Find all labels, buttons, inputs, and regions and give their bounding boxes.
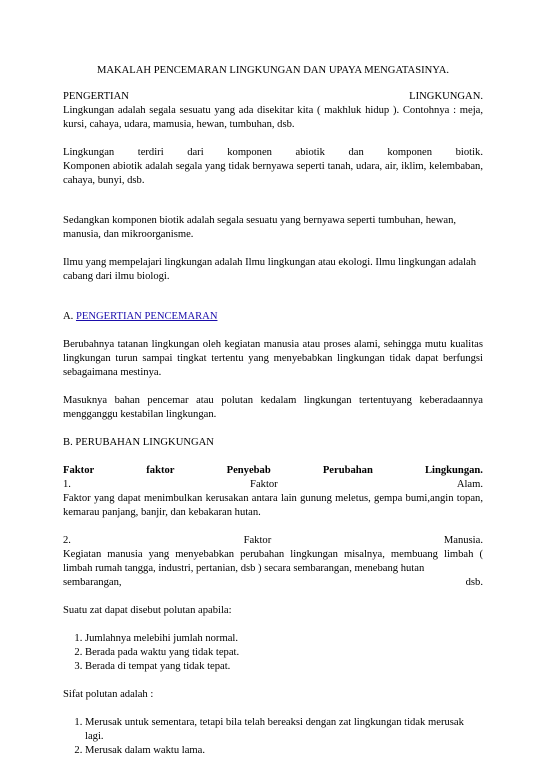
faktor-manusia-label: Manusia. bbox=[443, 535, 483, 546]
document-body bbox=[63, 64, 483, 758]
faktor-alam-text: Faktor yang dapat menimbulkan kerusakan antara lain gunung meletus, gempa bumi,angin topan, kemarau panjang, banjir, dan kebakaran hutan. bbox=[63, 493, 483, 518]
faktor-alam-word: Faktor bbox=[250, 479, 278, 490]
faktor-word: Perubahan bbox=[322, 465, 373, 476]
komponen-word: biotik. bbox=[455, 147, 483, 158]
polutan-list bbox=[63, 632, 483, 674]
faktor-manusia-last-line bbox=[63, 576, 483, 590]
faktor-word: Lingkungan. bbox=[424, 465, 483, 476]
faktor-word: faktor bbox=[146, 465, 175, 476]
faktor-alam-number: 1. bbox=[63, 479, 71, 490]
faktor-manusia-text: Kegiatan manusia yang menyebabkan perubahan lingkungan misalnya, membuang limbah ( limbah rumah tangga, industri, pertanian, dsb ) secara sembarangan, menebang hutan bbox=[63, 549, 483, 574]
faktor-manusia-last-word: sembarangan, bbox=[63, 577, 122, 588]
faktor-heading bbox=[63, 464, 483, 478]
faktor-manusia-number: 2. bbox=[63, 535, 71, 546]
komponen-word: komponen bbox=[387, 147, 433, 158]
faktor-manusia-last-word: dsb. bbox=[465, 577, 483, 588]
faktor-alam-label: Alam. bbox=[456, 479, 483, 490]
section-a-prefix: A. bbox=[63, 311, 74, 322]
list-item: 1. Merusak untuk sementara, tetapi bila telah bereaksi dengan zat lingkungan tidak merusak lagi. bbox=[85, 716, 483, 744]
section-b-heading: B. PERUBAHAN LINGKUNGAN bbox=[63, 437, 214, 448]
komponen-word: dan bbox=[348, 147, 364, 158]
komponen-word: komponen bbox=[227, 147, 272, 158]
pengertian-pencemaran-link[interactable]: PENGERTIAN PENCEMARAN bbox=[75, 311, 218, 322]
faktor-word: Penyebab bbox=[226, 465, 271, 476]
list-item: 1. Jumlahnya melebihi jumlah normal. bbox=[85, 632, 483, 646]
sifat-intro: Sifat polutan adalah : bbox=[63, 689, 154, 700]
biotik-paragraph: Sedangkan komponen biotik adalah segala sesuatu yang bernyawa seperti tumbuhan, hewan, manusia, dan mikroorganisme. bbox=[63, 215, 457, 240]
list-item: 2. Berada pada waktu yang tidak tepat. bbox=[85, 646, 483, 660]
document-title: MAKALAH PENCEMARAN LINGKUNGAN DAN UPAYA MENGATASINYA. bbox=[96, 65, 450, 76]
list-item: 3. Berada di tempat yang tidak tepat. bbox=[85, 660, 483, 674]
komponen-word: terdiri bbox=[137, 147, 164, 158]
section-a-heading bbox=[63, 310, 483, 324]
komponen-first-line bbox=[63, 146, 483, 160]
pengertian-text: Lingkungan adalah segala sesuatu yang ada disekitar kita ( makhluk hidup ). Contohnya : meja, kursi, cahaya, udara, mamusia, hewan, tumbuhan, dsb. bbox=[63, 105, 483, 130]
pengertian-heading bbox=[63, 90, 483, 104]
komponen-word: Lingkungan bbox=[63, 147, 115, 158]
faktor-manusia-row bbox=[63, 534, 483, 548]
pengertian-left: PENGERTIAN bbox=[63, 91, 129, 102]
sifat-list bbox=[63, 716, 483, 758]
faktor-alam-row bbox=[63, 478, 483, 492]
faktor-manusia-word: Faktor bbox=[243, 535, 272, 546]
section-a-paragraph-2: Masuknya bahan pencemar atau polutan kedalam lingkungan tertentuyang keberadaannya mengganggu kestabilan lingkungan. bbox=[63, 395, 483, 420]
list-item: 2. Merusak dalam waktu lama. bbox=[85, 744, 483, 758]
polutan-intro: Suatu zat dapat disebut polutan apabila: bbox=[63, 605, 232, 616]
komponen-word: abiotik bbox=[295, 147, 325, 158]
komponen-word: dari bbox=[187, 147, 204, 158]
pengertian-right: LINGKUNGAN. bbox=[409, 91, 483, 102]
ekologi-paragraph: Ilmu yang mempelajari lingkungan adalah Ilmu lingkungan atau ekologi. Ilmu lingkungan adalah cabang dari ilmu biologi. bbox=[63, 257, 477, 282]
faktor-word: Faktor bbox=[63, 465, 95, 476]
section-a-paragraph-1: Berubahnya tatanan lingkungan oleh kegiatan manusia atau proses alami, sehingga mutu kualitas lingkungan turun sampai tingkat tertentu yang menyebabkan lingkungan tidak dapat berfungsi sebagaimana mestinya. bbox=[63, 339, 483, 378]
komponen-text: Komponen abiotik adalah segala yang tidak bernyawa seperti tanah, udara, air, iklim, kelembaban, cahaya, bunyi, dsb. bbox=[63, 161, 483, 186]
